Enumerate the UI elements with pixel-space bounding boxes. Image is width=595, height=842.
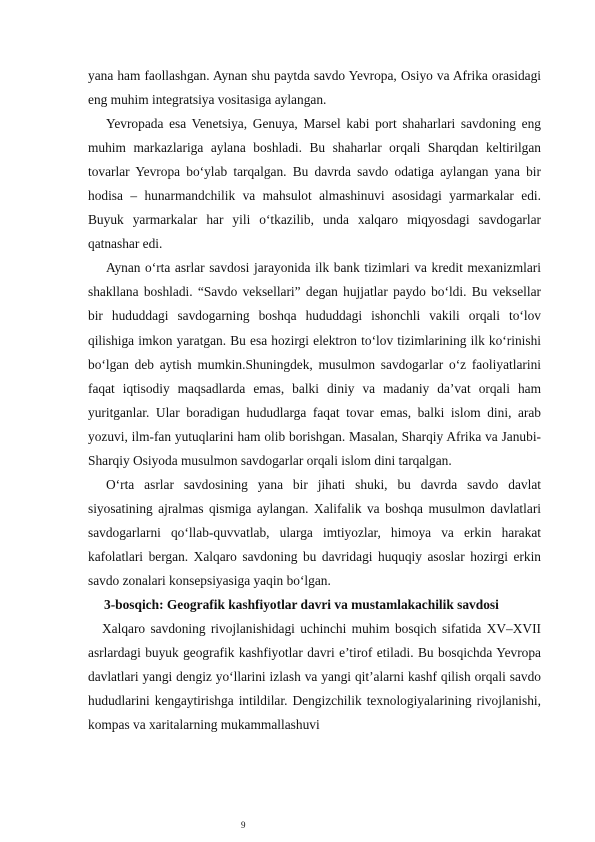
section-heading: 3-bosqich: Geografik kashfiyotlar davri va mustamlakachilik savdosi: [104, 597, 499, 613]
paragraph-continued: yana ham faollashgan. Aynan shu paytda savdo Yevropa, Osiyo va Afrika orasidagi eng muhim integratsiya vositasiga aylangan.: [88, 68, 541, 108]
paragraph-discoveries: Xalqaro savdoning rivojlanishidagi uchinchi muhim bosqich sifatida XV–XVII asrlardagi buyuk geografik kashfiyotlar davri e’tirof etiladi. Bu bosqichda Yevropa davlatlari yangi dengiz yo‘llarini izlash va yangi qit’alarni kashf qilish orqali savdo hududlarini kengaytirishga intildilar. Dengizchilik texnologiyalarining rivojlanishi, kompas va xaritalarning mukammallashuvi: [88, 621, 541, 733]
page-number: 9: [241, 820, 246, 830]
paragraph-policy: O‘rta asrlar savdosining yana bir jihati shuki, bu davrda savdo davlat siyosatining ajralmas qismiga aylangan. Xalifalik va boshqa musulmon davlatlari savdogarlarni qo‘llab-quvvatlab, ularga imtiyozlar, himoya va erkin harakat kafolatlari bergan. Xalqaro savdoning bu davridagi huquqiy asoslar hozirgi erkin savdo zonalari konsepsiyasiga yaqin bo‘lgan.: [88, 476, 541, 588]
paragraph-ports: Yevropada esa Venetsiya, Genuya, Marsel kabi port shaharlari savdoning eng muhim markazlariga aylana boshladi. Bu shaharlar orqali Sharqdan keltirilgan tovarlar Yevropa bo‘ylab tarqalgan. Bu davrda savdo odatiga aylangan yana bir hodisa – hunarmandchilik va mahsulot almashinuvi asosidagi yarmarkalar edi. Buyuk yarmarkalar har yili o‘tkazilib, unda xalqaro miqyosdagi savdogarlar qatnashar edi.: [88, 116, 541, 252]
paragraph-banking: Aynan o‘rta asrlar savdosi jarayonida ilk bank tizimlari va kredit mexanizmlari shakllana boshladi. “Savdo veksellari” degan hujjatlar paydo bo‘ldi. Bu veksellar bir hududdagi savdogarning boshqa hududdagi ishonchli vakili orqali to‘lov qilishiga imkon yaratgan. Bu esa hozirgi elektron to‘lov tizimlarining ilk ko‘rinishi bo‘lgan deb aytish mumkin.Shuningdek, musulmon savdogarlar o‘z faoliyatlarini faqat iqtisodiy maqsadlarda emas, balki diniy va madaniy da’vat orqali ham yuritganlar. Ular boradigan hududlarga faqat tovar emas, balki islom dini, arab yozuvi, ilm-fan yutuqlarini ham olib borishgan. Masalan, Sharqiy Afrika va Janubi-Sharqiy Osiyoda musulmon savdogarlar orqali islom dini tarqalgan.: [88, 260, 541, 468]
document-page: [88, 64, 541, 737]
